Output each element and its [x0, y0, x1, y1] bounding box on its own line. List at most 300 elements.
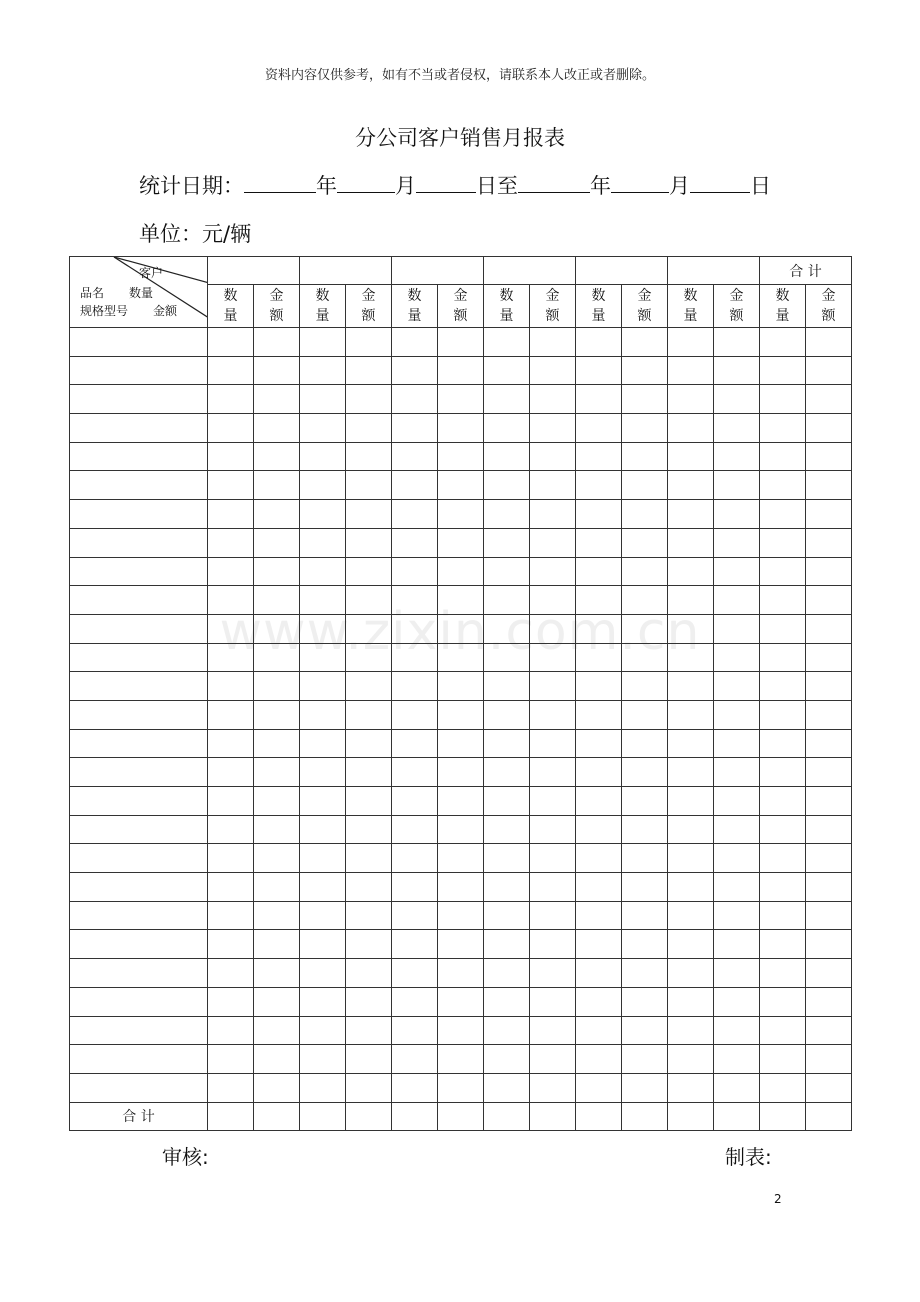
amount-cell[interactable]: [254, 614, 300, 643]
amount-cell[interactable]: [346, 873, 392, 902]
quantity-cell[interactable]: [392, 672, 438, 701]
quantity-cell[interactable]: [300, 901, 346, 930]
quantity-cell[interactable]: [300, 672, 346, 701]
quantity-cell[interactable]: [392, 442, 438, 471]
quantity-cell[interactable]: [576, 643, 622, 672]
quantity-cell[interactable]: [760, 471, 806, 500]
amount-cell[interactable]: [622, 787, 668, 816]
quantity-cell[interactable]: [668, 442, 714, 471]
amount-cell[interactable]: [622, 815, 668, 844]
amount-cell[interactable]: [254, 1016, 300, 1045]
amount-cell[interactable]: [806, 815, 852, 844]
quantity-cell[interactable]: [668, 356, 714, 385]
amount-cell[interactable]: [622, 987, 668, 1016]
quantity-cell[interactable]: [300, 557, 346, 586]
amount-cell[interactable]: [806, 471, 852, 500]
amount-cell[interactable]: [806, 643, 852, 672]
quantity-cell[interactable]: [392, 987, 438, 1016]
amount-cell[interactable]: [438, 987, 484, 1016]
quantity-cell[interactable]: [576, 787, 622, 816]
amount-cell[interactable]: [530, 987, 576, 1016]
amount-cell[interactable]: [622, 1016, 668, 1045]
amount-cell[interactable]: [622, 471, 668, 500]
quantity-cell[interactable]: [208, 873, 254, 902]
quantity-cell[interactable]: [484, 901, 530, 930]
amount-cell[interactable]: [438, 729, 484, 758]
quantity-cell[interactable]: [208, 930, 254, 959]
amount-cell[interactable]: [346, 844, 392, 873]
quantity-cell[interactable]: [760, 901, 806, 930]
quantity-cell[interactable]: [668, 328, 714, 357]
quantity-cell[interactable]: [484, 328, 530, 357]
quantity-cell[interactable]: [760, 930, 806, 959]
amount-cell[interactable]: [254, 700, 300, 729]
amount-cell[interactable]: [714, 356, 760, 385]
amount-cell[interactable]: [530, 787, 576, 816]
amount-cell[interactable]: [714, 471, 760, 500]
quantity-cell[interactable]: [668, 1016, 714, 1045]
product-cell[interactable]: [70, 385, 208, 414]
quantity-cell[interactable]: [760, 643, 806, 672]
amount-cell[interactable]: [530, 959, 576, 988]
product-cell[interactable]: [70, 700, 208, 729]
amount-cell[interactable]: [806, 930, 852, 959]
amount-cell[interactable]: [438, 959, 484, 988]
amount-cell[interactable]: [806, 901, 852, 930]
quantity-cell[interactable]: [760, 385, 806, 414]
quantity-cell[interactable]: [760, 959, 806, 988]
quantity-cell[interactable]: [668, 729, 714, 758]
amount-cell[interactable]: [714, 557, 760, 586]
amount-cell[interactable]: [346, 729, 392, 758]
amount-cell[interactable]: [438, 930, 484, 959]
quantity-cell[interactable]: [392, 1073, 438, 1102]
quantity-cell[interactable]: [668, 1073, 714, 1102]
amount-cell[interactable]: [530, 500, 576, 529]
quantity-cell[interactable]: [392, 959, 438, 988]
amount-cell[interactable]: [622, 328, 668, 357]
amount-cell[interactable]: [806, 442, 852, 471]
quantity-cell[interactable]: [208, 414, 254, 443]
total-amount-cell[interactable]: [438, 1102, 484, 1130]
quantity-cell[interactable]: [300, 873, 346, 902]
quantity-cell[interactable]: [208, 356, 254, 385]
amount-cell[interactable]: [622, 414, 668, 443]
quantity-cell[interactable]: [668, 787, 714, 816]
amount-cell[interactable]: [714, 844, 760, 873]
quantity-cell[interactable]: [208, 442, 254, 471]
quantity-cell[interactable]: [576, 614, 622, 643]
quantity-cell[interactable]: [760, 328, 806, 357]
product-cell[interactable]: [70, 328, 208, 357]
amount-cell[interactable]: [530, 1016, 576, 1045]
quantity-cell[interactable]: [576, 815, 622, 844]
quantity-cell[interactable]: [484, 586, 530, 615]
quantity-cell[interactable]: [576, 959, 622, 988]
amount-cell[interactable]: [346, 442, 392, 471]
amount-cell[interactable]: [254, 643, 300, 672]
quantity-cell[interactable]: [392, 643, 438, 672]
quantity-cell[interactable]: [668, 758, 714, 787]
amount-cell[interactable]: [622, 614, 668, 643]
amount-cell[interactable]: [714, 1016, 760, 1045]
amount-cell[interactable]: [806, 700, 852, 729]
amount-cell[interactable]: [346, 758, 392, 787]
amount-cell[interactable]: [254, 930, 300, 959]
amount-cell[interactable]: [622, 643, 668, 672]
product-cell[interactable]: [70, 442, 208, 471]
quantity-cell[interactable]: [668, 643, 714, 672]
quantity-cell[interactable]: [668, 471, 714, 500]
amount-cell[interactable]: [530, 873, 576, 902]
quantity-cell[interactable]: [208, 614, 254, 643]
quantity-cell[interactable]: [760, 787, 806, 816]
amount-cell[interactable]: [438, 414, 484, 443]
quantity-cell[interactable]: [392, 328, 438, 357]
total-quantity-cell[interactable]: [484, 1102, 530, 1130]
amount-cell[interactable]: [346, 1045, 392, 1074]
quantity-cell[interactable]: [208, 844, 254, 873]
quantity-cell[interactable]: [668, 815, 714, 844]
amount-cell[interactable]: [714, 700, 760, 729]
total-quantity-cell[interactable]: [576, 1102, 622, 1130]
quantity-cell[interactable]: [208, 758, 254, 787]
quantity-cell[interactable]: [484, 557, 530, 586]
amount-cell[interactable]: [254, 442, 300, 471]
quantity-cell[interactable]: [300, 385, 346, 414]
quantity-cell[interactable]: [300, 815, 346, 844]
quantity-cell[interactable]: [668, 414, 714, 443]
amount-cell[interactable]: [806, 528, 852, 557]
quantity-cell[interactable]: [484, 500, 530, 529]
total-quantity-cell[interactable]: [392, 1102, 438, 1130]
amount-cell[interactable]: [438, 528, 484, 557]
quantity-cell[interactable]: [484, 987, 530, 1016]
quantity-cell[interactable]: [484, 959, 530, 988]
quantity-cell[interactable]: [668, 873, 714, 902]
total-amount-cell[interactable]: [714, 1102, 760, 1130]
quantity-cell[interactable]: [760, 815, 806, 844]
quantity-cell[interactable]: [668, 959, 714, 988]
amount-cell[interactable]: [346, 471, 392, 500]
quantity-cell[interactable]: [300, 1045, 346, 1074]
quantity-cell[interactable]: [576, 672, 622, 701]
amount-cell[interactable]: [346, 987, 392, 1016]
quantity-cell[interactable]: [484, 356, 530, 385]
amount-cell[interactable]: [438, 844, 484, 873]
amount-cell[interactable]: [806, 873, 852, 902]
amount-cell[interactable]: [622, 758, 668, 787]
amount-cell[interactable]: [346, 672, 392, 701]
quantity-cell[interactable]: [760, 672, 806, 701]
amount-cell[interactable]: [530, 643, 576, 672]
amount-cell[interactable]: [438, 442, 484, 471]
amount-cell[interactable]: [530, 758, 576, 787]
product-cell[interactable]: [70, 873, 208, 902]
amount-cell[interactable]: [346, 815, 392, 844]
amount-cell[interactable]: [806, 987, 852, 1016]
amount-cell[interactable]: [622, 700, 668, 729]
amount-cell[interactable]: [254, 528, 300, 557]
quantity-cell[interactable]: [576, 557, 622, 586]
quantity-cell[interactable]: [392, 700, 438, 729]
quantity-cell[interactable]: [300, 930, 346, 959]
quantity-cell[interactable]: [392, 873, 438, 902]
quantity-cell[interactable]: [392, 1045, 438, 1074]
quantity-cell[interactable]: [760, 586, 806, 615]
quantity-cell[interactable]: [484, 1073, 530, 1102]
amount-cell[interactable]: [438, 787, 484, 816]
amount-cell[interactable]: [714, 442, 760, 471]
quantity-cell[interactable]: [576, 987, 622, 1016]
amount-cell[interactable]: [346, 557, 392, 586]
quantity-cell[interactable]: [484, 700, 530, 729]
start-year-field[interactable]: [244, 170, 316, 193]
amount-cell[interactable]: [346, 414, 392, 443]
quantity-cell[interactable]: [760, 729, 806, 758]
quantity-cell[interactable]: [668, 700, 714, 729]
quantity-cell[interactable]: [392, 500, 438, 529]
quantity-cell[interactable]: [208, 557, 254, 586]
amount-cell[interactable]: [714, 787, 760, 816]
amount-cell[interactable]: [254, 557, 300, 586]
quantity-cell[interactable]: [668, 987, 714, 1016]
quantity-cell[interactable]: [392, 414, 438, 443]
amount-cell[interactable]: [622, 672, 668, 701]
quantity-cell[interactable]: [760, 987, 806, 1016]
total-quantity-cell[interactable]: [760, 1102, 806, 1130]
amount-cell[interactable]: [622, 901, 668, 930]
quantity-cell[interactable]: [668, 1045, 714, 1074]
amount-cell[interactable]: [254, 959, 300, 988]
end-year-field[interactable]: [518, 170, 590, 193]
amount-cell[interactable]: [530, 586, 576, 615]
product-cell[interactable]: [70, 930, 208, 959]
product-cell[interactable]: [70, 672, 208, 701]
amount-cell[interactable]: [806, 328, 852, 357]
quantity-cell[interactable]: [668, 930, 714, 959]
quantity-cell[interactable]: [484, 930, 530, 959]
amount-cell[interactable]: [438, 1073, 484, 1102]
quantity-cell[interactable]: [300, 414, 346, 443]
amount-cell[interactable]: [530, 729, 576, 758]
total-amount-cell[interactable]: [622, 1102, 668, 1130]
quantity-cell[interactable]: [576, 844, 622, 873]
amount-cell[interactable]: [806, 500, 852, 529]
amount-cell[interactable]: [438, 500, 484, 529]
quantity-cell[interactable]: [576, 586, 622, 615]
quantity-cell[interactable]: [576, 700, 622, 729]
amount-cell[interactable]: [254, 844, 300, 873]
quantity-cell[interactable]: [300, 471, 346, 500]
amount-cell[interactable]: [714, 873, 760, 902]
quantity-cell[interactable]: [300, 528, 346, 557]
amount-cell[interactable]: [346, 787, 392, 816]
amount-cell[interactable]: [438, 557, 484, 586]
amount-cell[interactable]: [438, 815, 484, 844]
quantity-cell[interactable]: [576, 758, 622, 787]
amount-cell[interactable]: [346, 328, 392, 357]
quantity-cell[interactable]: [392, 614, 438, 643]
quantity-cell[interactable]: [576, 442, 622, 471]
amount-cell[interactable]: [254, 586, 300, 615]
amount-cell[interactable]: [530, 528, 576, 557]
quantity-cell[interactable]: [576, 873, 622, 902]
amount-cell[interactable]: [622, 959, 668, 988]
amount-cell[interactable]: [714, 930, 760, 959]
amount-cell[interactable]: [714, 500, 760, 529]
amount-cell[interactable]: [622, 1073, 668, 1102]
amount-cell[interactable]: [346, 586, 392, 615]
amount-cell[interactable]: [806, 1045, 852, 1074]
quantity-cell[interactable]: [392, 729, 438, 758]
product-cell[interactable]: [70, 987, 208, 1016]
amount-cell[interactable]: [714, 758, 760, 787]
quantity-cell[interactable]: [208, 959, 254, 988]
product-cell[interactable]: [70, 528, 208, 557]
quantity-cell[interactable]: [484, 758, 530, 787]
quantity-cell[interactable]: [760, 1073, 806, 1102]
quantity-cell[interactable]: [300, 700, 346, 729]
total-quantity-cell[interactable]: [300, 1102, 346, 1130]
amount-cell[interactable]: [714, 1045, 760, 1074]
amount-cell[interactable]: [438, 614, 484, 643]
quantity-cell[interactable]: [392, 1016, 438, 1045]
quantity-cell[interactable]: [208, 815, 254, 844]
quantity-cell[interactable]: [208, 1073, 254, 1102]
product-cell[interactable]: [70, 729, 208, 758]
quantity-cell[interactable]: [208, 471, 254, 500]
amount-cell[interactable]: [714, 959, 760, 988]
product-cell[interactable]: [70, 500, 208, 529]
amount-cell[interactable]: [714, 729, 760, 758]
quantity-cell[interactable]: [484, 815, 530, 844]
quantity-cell[interactable]: [300, 442, 346, 471]
amount-cell[interactable]: [714, 586, 760, 615]
amount-cell[interactable]: [346, 901, 392, 930]
amount-cell[interactable]: [530, 1073, 576, 1102]
quantity-cell[interactable]: [576, 1016, 622, 1045]
quantity-cell[interactable]: [484, 414, 530, 443]
product-cell[interactable]: [70, 1045, 208, 1074]
amount-cell[interactable]: [254, 758, 300, 787]
amount-cell[interactable]: [438, 901, 484, 930]
amount-cell[interactable]: [806, 672, 852, 701]
quantity-cell[interactable]: [576, 414, 622, 443]
amount-cell[interactable]: [714, 815, 760, 844]
quantity-cell[interactable]: [484, 787, 530, 816]
quantity-cell[interactable]: [760, 442, 806, 471]
quantity-cell[interactable]: [208, 328, 254, 357]
total-amount-cell[interactable]: [530, 1102, 576, 1130]
product-cell[interactable]: [70, 787, 208, 816]
total-amount-cell[interactable]: [346, 1102, 392, 1130]
quantity-cell[interactable]: [208, 700, 254, 729]
quantity-cell[interactable]: [208, 528, 254, 557]
quantity-cell[interactable]: [760, 528, 806, 557]
amount-cell[interactable]: [346, 930, 392, 959]
quantity-cell[interactable]: [208, 1045, 254, 1074]
amount-cell[interactable]: [254, 987, 300, 1016]
quantity-cell[interactable]: [300, 356, 346, 385]
amount-cell[interactable]: [622, 385, 668, 414]
quantity-cell[interactable]: [760, 700, 806, 729]
amount-cell[interactable]: [622, 356, 668, 385]
quantity-cell[interactable]: [668, 672, 714, 701]
amount-cell[interactable]: [530, 844, 576, 873]
product-cell[interactable]: [70, 614, 208, 643]
amount-cell[interactable]: [530, 471, 576, 500]
amount-cell[interactable]: [622, 729, 668, 758]
amount-cell[interactable]: [806, 557, 852, 586]
product-cell[interactable]: [70, 586, 208, 615]
quantity-cell[interactable]: [760, 844, 806, 873]
quantity-cell[interactable]: [208, 586, 254, 615]
quantity-cell[interactable]: [760, 414, 806, 443]
quantity-cell[interactable]: [300, 729, 346, 758]
quantity-cell[interactable]: [392, 557, 438, 586]
quantity-cell[interactable]: [576, 328, 622, 357]
amount-cell[interactable]: [346, 500, 392, 529]
start-day-field[interactable]: [416, 170, 476, 193]
amount-cell[interactable]: [254, 1073, 300, 1102]
amount-cell[interactable]: [530, 356, 576, 385]
quantity-cell[interactable]: [484, 1016, 530, 1045]
amount-cell[interactable]: [806, 729, 852, 758]
quantity-cell[interactable]: [208, 1016, 254, 1045]
amount-cell[interactable]: [438, 385, 484, 414]
quantity-cell[interactable]: [760, 557, 806, 586]
amount-cell[interactable]: [346, 356, 392, 385]
amount-cell[interactable]: [714, 643, 760, 672]
amount-cell[interactable]: [438, 586, 484, 615]
quantity-cell[interactable]: [300, 987, 346, 1016]
amount-cell[interactable]: [530, 700, 576, 729]
quantity-cell[interactable]: [392, 815, 438, 844]
amount-cell[interactable]: [622, 528, 668, 557]
quantity-cell[interactable]: [668, 528, 714, 557]
amount-cell[interactable]: [530, 901, 576, 930]
quantity-cell[interactable]: [300, 500, 346, 529]
quantity-cell[interactable]: [484, 385, 530, 414]
amount-cell[interactable]: [714, 328, 760, 357]
amount-cell[interactable]: [254, 414, 300, 443]
quantity-cell[interactable]: [208, 787, 254, 816]
quantity-cell[interactable]: [484, 873, 530, 902]
quantity-cell[interactable]: [392, 787, 438, 816]
quantity-cell[interactable]: [484, 614, 530, 643]
quantity-cell[interactable]: [300, 1073, 346, 1102]
amount-cell[interactable]: [714, 414, 760, 443]
amount-cell[interactable]: [806, 959, 852, 988]
amount-cell[interactable]: [806, 787, 852, 816]
amount-cell[interactable]: [254, 385, 300, 414]
quantity-cell[interactable]: [392, 930, 438, 959]
quantity-cell[interactable]: [300, 614, 346, 643]
quantity-cell[interactable]: [208, 500, 254, 529]
product-cell[interactable]: [70, 758, 208, 787]
amount-cell[interactable]: [346, 959, 392, 988]
total-amount-cell[interactable]: [254, 1102, 300, 1130]
quantity-cell[interactable]: [484, 1045, 530, 1074]
quantity-cell[interactable]: [392, 356, 438, 385]
product-cell[interactable]: [70, 471, 208, 500]
quantity-cell[interactable]: [576, 385, 622, 414]
quantity-cell[interactable]: [392, 844, 438, 873]
quantity-cell[interactable]: [208, 643, 254, 672]
end-month-field[interactable]: [611, 170, 669, 193]
amount-cell[interactable]: [806, 844, 852, 873]
